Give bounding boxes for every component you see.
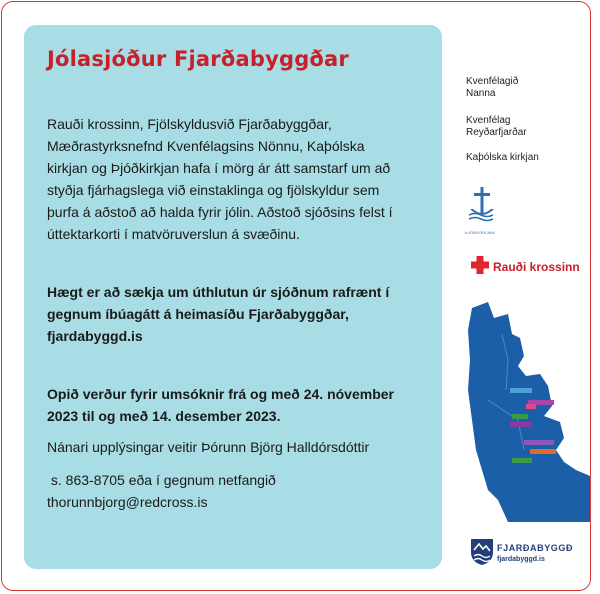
org-label: Kvenfélagið: [466, 76, 519, 87]
church-cross-icon: [467, 185, 497, 231]
text-line: Opið verður fyrir umsóknir frá og með 24. nóvember: [47, 386, 394, 402]
municipality-url[interactable]: fjardabyggd.is: [497, 556, 545, 563]
website-link[interactable]: fjardabyggd.is: [47, 328, 143, 344]
contact-info: Nánari upplýsingar veitir Þórunn Björg Halldórsdóttir: [47, 439, 370, 455]
text-line: kirkjan og Þjóðkirkjan hafa í mörg ár átt samstarf um að: [47, 160, 391, 176]
text-line: 2023 til og með 14. desember 2023.: [47, 408, 281, 424]
text-line: Rauði krossinn, Fjölskyldusvið Fjarðabyggðar,: [47, 116, 332, 132]
org-katholska-kirkjan: Kaþólska kirkjan: [466, 152, 539, 163]
phone-line: s. 863-8705 eða í gegnum netfangið: [47, 472, 276, 488]
map-illustration: [468, 300, 590, 522]
municipality-name: FJARÐABYGGÐ: [497, 543, 574, 553]
org-label: Kvenfélag: [466, 115, 511, 126]
text-line: gegnum íbúagátt á heimasíðu Fjarðabyggðar,: [47, 306, 349, 322]
email-link[interactable]: thorunnbjorg@redcross.is: [47, 494, 208, 510]
org-kvenfelag-reydarfjardar: [466, 115, 527, 139]
church-logo-text: ÞJÓÐKIRKJAN: [465, 230, 495, 235]
fjardabyggd-crest-icon: [470, 538, 494, 566]
red-cross-label: Rauði krossinn: [493, 260, 580, 274]
org-label: Nanna: [466, 88, 496, 99]
text-line: styðja fjárhagslega við einstaklinga og fjölskyldur sem: [47, 182, 380, 198]
text-line: úttektarkorti í matvöruverslun á svæðinu.: [47, 226, 300, 242]
org-label: Reyðarfjarðar: [466, 127, 527, 138]
org-kvenfelagid-nanna: [466, 76, 518, 100]
text-line: Hægt er að sækja um úthlutun úr sjóðnum rafrænt í: [47, 284, 390, 300]
page-title: Jólasjóður Fjarðabyggðar: [47, 47, 349, 71]
info-panel: [24, 25, 442, 569]
red-cross-icon: [470, 255, 490, 275]
text-line: Mæðrastyrksnefnd Kvenfélagsins Nönnu, Kaþólska: [47, 138, 365, 154]
text-line: þurfa á aðstoð að halda fyrir jólin. Aðstoð sjóðsins felst í: [47, 204, 393, 220]
